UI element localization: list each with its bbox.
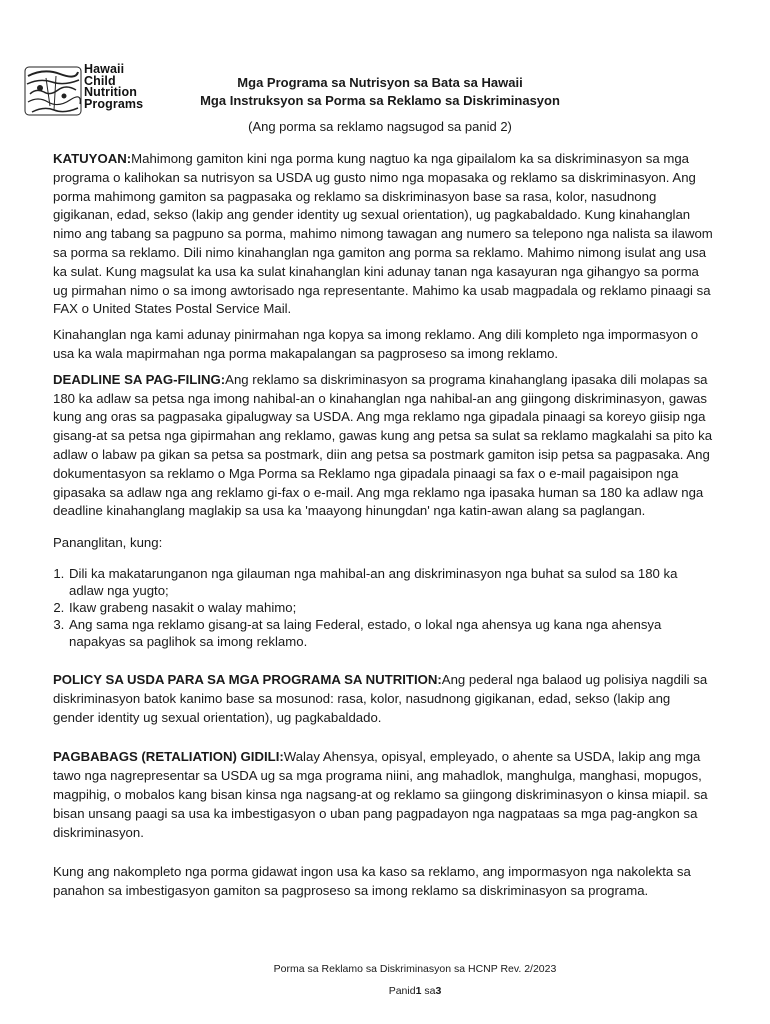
- form-revision-footer: Porma sa Reklamo sa Diskriminasyon sa HCNP Rev. 2/2023: [273, 963, 557, 975]
- purpose-paragraph: [53, 150, 713, 319]
- logo-line: Programs: [84, 96, 144, 111]
- example-intro: Pananglitan, kung:: [53, 535, 163, 551]
- total-pages: 3: [435, 985, 442, 997]
- purpose-text: Mahimong gamiton kini nga porma kung nagtuo ka nga gipailalom ka sa diskriminasyon sa mga programa o kalihokan sa nutrisyon sa USDA ug gusto nimo nga mopasaka og reklamo sa diskriminasyon. Ang porma mahimong gamiton sa pagpasaka og reklamo sa diskriminasyon base sa rasa, kolor, nasudnong gigikanan, edad, sekso (lakip ang gender identity ug sexual orientation), ug pagkabaldado. Kung kinahanglan nimo ang tabang sa pagpuno sa porma, mahimo nimong tawagan ang numero sa telepono nga nalista sa ilawom sa porma sa reklamo. Dili nimo kinahanglan nga gamiton ang porma sa reklamo. Mahimo nimong isulat ang usa ka sulat. Kung magsulat ka usa ka sulat kinahanglan kini adunay tanan nga kasayuran nga gihangyo sa porma ug pirmahan nimo o sa imong awtorisado nga representante. Mahimo ka usab magpadala og reklamo pinaagi sa FAX o United States Postal Service Mail.: [53, 151, 713, 317]
- list-item: 2. Ikaw grabeng nasakit o walay mahimo;: [68, 599, 713, 616]
- policy-label: POLICY SA USDA PARA SA MGA PROGRAMA SA NUTRITION:: [53, 671, 442, 687]
- deadline-label: DEADLINE SA PAG-FILING:: [53, 371, 226, 387]
- closing-paragraph: Kung ang nakompleto nga porma gidawat ingon usa ka kaso sa reklamo, ang impormasyon nga nakolekta sa panahon sa imbestigasyon gamiton sa pagproseso sa imong reklamo sa diskriminasyon sa programa.: [53, 864, 691, 899]
- page-word: Panid: [388, 985, 416, 997]
- policy-text: Ang pederal nga balaod ug polisiya nagdili sa diskriminasyon batok kanimo base sa mosunod: rasa, kolor, nasudnong gigikanan, edad, sekso (lakip ang gender identity ug sexual orientation), ug pagkabaldado.: [53, 671, 708, 725]
- logo-line: Hawaii: [84, 62, 125, 76]
- page-subtitle-heading: Mga Instruksyon sa Porma sa Reklamo sa Diskriminasyon: [200, 93, 560, 108]
- deadline-paragraph: [53, 371, 713, 521]
- page-title: Mga Programa sa Nutrisyon sa Bata sa Hawaii: [237, 75, 523, 90]
- logo-line: Child: [84, 73, 116, 88]
- list-item: 1. Dili ka makatarunganon nga gilauman nga mahibal-an ang diskriminasyon nga buhat sa sulod sa 180 ka adlaw nga yugto;: [68, 565, 713, 599]
- form-start-note: (Ang porma sa reklamo nagsugod sa panid 2): [248, 119, 512, 134]
- deadline-text: Ang reklamo sa diskriminasyon sa programa kinahanglang ipasaka dili molapas sa 180 ka adlaw sa petsa nga imong nahibal-an o kinahanglan nga nahibal-an ang giingong diskriminasyon, gawas kung ang oras sa pagpasaka gipalugway sa USDA. Ang mga reklamo nga gipadala pinaagi sa koreyo giisip nga gisang-at sa petsa nga gipirmahan ang reklamo, gawas kung ang petsa sa sulat sa reklamo magkalahi sa pito ka adlaw o labaw pa gikan sa petsa sa postmark, diin ang petsa sa postmark gamiton isip petsa sa pagpasaka. Ang dokumentasyon sa reklamo o Mga Porma sa Reklamo nga gipadala pinaagi sa fax o e-mail pagaisipon nga gipasaka sa adlaw nga ang reklamo gi-fax o e-mail. Ang mga reklamo nga ipasaka human sa 180 ka adlaw nga deadline kinahanglang maglakip sa usa ka 'maayong hinungdan' nga katin-awan alang sa paglangan.: [53, 371, 713, 519]
- instructions-body: [53, 150, 713, 901]
- retaliation-paragraph: [53, 748, 713, 842]
- of-word: sa: [421, 985, 436, 997]
- page-number: [0, 985, 770, 997]
- logo-line: Nutrition: [84, 85, 137, 99]
- signed-copy-paragraph: Kinahanglan nga kami adunay pinirmahan nga kopya sa imong reklamo. Ang dili kompleto nga impormasyon o usa ka wala mapirmahan nga porma makapalangan sa pagproseso sa imong reklamo.: [53, 327, 699, 361]
- logo-wordmark: [84, 64, 143, 110]
- list-item: 3. Ang sama nga reklamo gisang-at sa laing Federal, estado, o lokal nga ahensya ug kana nga ahensya napakyas sa paglihok sa imong reklamo.: [68, 616, 713, 650]
- example-list: [53, 565, 713, 650]
- policy-paragraph: [53, 671, 713, 727]
- current-page: 1: [415, 985, 422, 997]
- purpose-label: KATUYOAN:: [53, 151, 132, 166]
- hcnp-logo: [24, 64, 164, 118]
- hawaii-logo-icon: [24, 66, 82, 116]
- retaliation-label: PAGBABAGS (RETALIATION) GIDILI:: [53, 749, 284, 765]
- retaliation-text: Walay Ahensya, opisyal, empleyado, o ahente sa USDA, lakip ang mga tawo nga nagrepresentar sa USDA ug sa mga programa niini, ang mahadlok, manghulga, manghasi, mopugos, magpihig, o mobalos kang bisan kinsa nga nagsang-at og reklamo sa giingong diskriminasyon o kinsa miapil. sa bisan unsang paagi sa usa ka imbestigasyon o uban pang pagpadayon nga nagpataas sa mga pag-angkon sa diskriminasyon.: [53, 749, 708, 840]
